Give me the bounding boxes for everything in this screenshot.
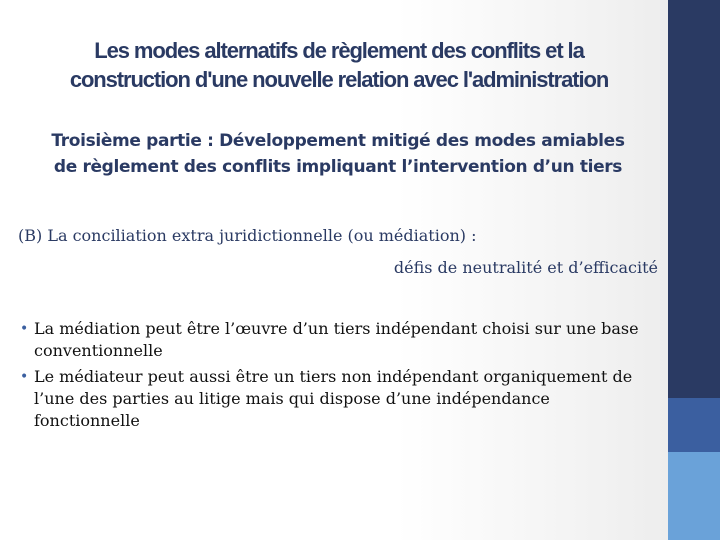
- sidebar-accent-light: [668, 452, 720, 540]
- slide-subtitle-line-1: Troisième partie : Développement mitigé des modes amiables: [51, 131, 625, 151]
- bullet-text: La médiation peut être l’œuvre d’un tiers indépendant choisi sur une base conventionnelle: [34, 319, 639, 360]
- bullet-list: [20, 318, 648, 436]
- bullet-marker: •: [20, 321, 29, 337]
- bullet-marker: •: [20, 369, 29, 385]
- bullet-item: [20, 318, 648, 362]
- sidebar-accent-dark: [668, 398, 720, 452]
- section-heading-line-1: (B) La conciliation extra juridictionnelle (ou médiation) :: [18, 226, 477, 245]
- slide-subtitle: [15, 128, 661, 180]
- slide-title-line-1: Les modes alternatifs de règlement des conflits et la: [94, 38, 584, 63]
- slide-subtitle-line-2: de règlement des conflits impliquant l’intervention d’un tiers: [53, 157, 623, 177]
- slide-title-line-2: construction d'une nouvelle relation avec l'administration: [69, 67, 609, 92]
- bullet-text: Le médiateur peut aussi être un tiers non indépendant organiquement de l’une des parties au litige mais qui dispose d’une indépendance fonctionnelle: [34, 367, 633, 430]
- bullet-item: [20, 366, 648, 432]
- slide-title: [30, 36, 648, 94]
- section-heading: [18, 220, 666, 284]
- section-heading-line-2: défis de neutralité et d’efficacité: [393, 258, 658, 277]
